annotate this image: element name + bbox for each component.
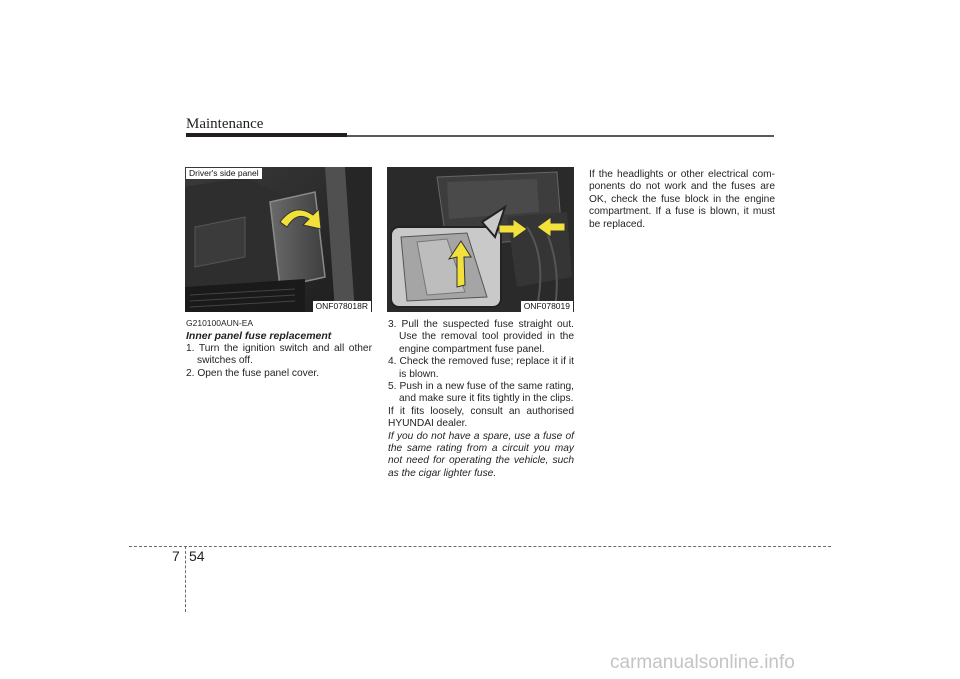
column-2: [388, 319, 574, 480]
section-heading: Inner panel fuse replacement: [186, 330, 332, 342]
watermark: carmanualsonline.info: [610, 652, 795, 673]
step-item: 1. Turn the ignition switch and all other switches off.: [186, 343, 372, 367]
step-item: 3. Pull the suspected fuse straight out. Use the removal tool provided in the engine compartment fuse panel.: [388, 319, 574, 355]
step-item: 2. Open the fuse panel cover.: [186, 367, 320, 379]
page-section: 7: [172, 548, 180, 564]
figure-drivers-side-panel: [185, 167, 372, 312]
footer-rule: [129, 546, 831, 547]
header-rule-accent: [186, 133, 347, 137]
figure-code: ONF078018R: [313, 301, 371, 312]
spare-fuse-note: If you do not have a spare, use a fuse of the same rating from a circuit you may not need for operating the vehicle, such as the cigar lighter fuse.: [388, 430, 574, 479]
dealer-paragraph: If it fits loosely, consult an authorised HYUNDAI dealer.: [388, 405, 574, 430]
header-title: Maintenance: [186, 116, 264, 132]
figure-fuse-panel: [387, 167, 574, 312]
fuse-panel-illustration: [387, 167, 574, 312]
figure-code: ONF078019: [521, 301, 573, 312]
page-number: 54: [189, 548, 205, 564]
drivers-panel-illustration: [185, 167, 372, 312]
step-item: 4. Check the removed fuse; replace it if it is blown.: [388, 356, 574, 380]
column-3: [589, 169, 775, 231]
footer-vertical-rule: [185, 546, 186, 612]
engine-fuse-paragraph: If the headlights or other electrical com- ponents do not work and the fuses are OK, check the fuse block in the engine compartment. If a fuse is blown, it must be replaced.: [589, 169, 775, 230]
figure-label: Driver's side panel: [186, 168, 262, 179]
step-item: 5. Push in a new fuse of the same rating, and make sure it fits tightly in the clips.: [388, 381, 574, 405]
section-code: G210100AUN-EA: [186, 318, 254, 328]
column-1: [186, 318, 372, 380]
